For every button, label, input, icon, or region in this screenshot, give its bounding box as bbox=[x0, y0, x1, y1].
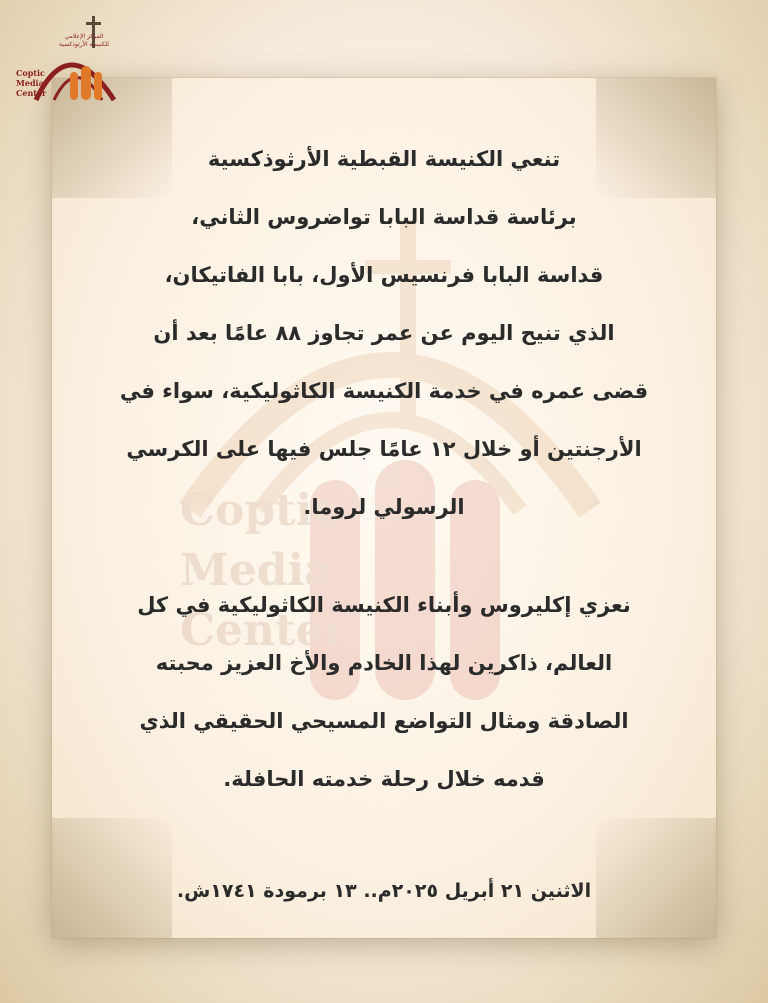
paragraph1-line: قداسة البابا فرنسيس الأول، بابا الفاتيكان، bbox=[164, 263, 604, 287]
corner-shadow bbox=[52, 818, 172, 938]
watermark-text-coptic: Coptic bbox=[180, 485, 339, 536]
paragraph1-line: برئاسة قداسة البابا تواضروس الثاني، bbox=[191, 205, 577, 229]
logo-word-media: Media bbox=[16, 78, 44, 88]
date-line: الاثنين ٢١ أبريل ٢٠٢٥م.. ١٣ برمودة ١٧٤١ش. bbox=[176, 880, 592, 902]
paragraph1-line: الأرجنتين أو خلال ١٢ عامًا جلس فيها على الكرسي bbox=[126, 437, 642, 461]
paragraph2-line: الصادقة ومثال التواضع المسيحي الحقيقي الذي bbox=[139, 709, 629, 733]
paragraph-gap bbox=[100, 536, 668, 576]
logo-arabic-line1: المركز الإعلامي bbox=[64, 33, 104, 40]
logo-english-text bbox=[16, 68, 46, 98]
paragraph1-line: تنعي الكنيسة القبطية الأرثوذكسية bbox=[207, 147, 561, 171]
logo-arabic-line2: للكنيسة الأرثوذكسية bbox=[59, 41, 109, 48]
paragraph1-line: الذي تنيح اليوم عن عمر تجاوز ٨٨ عامًا بعد أن bbox=[153, 321, 615, 345]
paragraph2-line: العالم، ذاكرين لهذا الخادم والأخ العزيز محبته bbox=[155, 651, 613, 675]
paragraph1-line: الرسولي لروما. bbox=[303, 495, 465, 519]
corner-shadow bbox=[596, 818, 716, 938]
logo-word-coptic: Coptic bbox=[16, 68, 45, 78]
watermark-text-media: Media bbox=[180, 545, 333, 596]
logo-word-center: Center bbox=[16, 88, 47, 98]
watermark-text-center: Center bbox=[180, 605, 347, 656]
paragraph2-line: قدمه خلال رحلة خدمته الحافلة. bbox=[223, 767, 545, 791]
paragraph2-line: نعزي إكليروس وأبناء الكنيسة الكاثوليكية في كل bbox=[137, 593, 631, 617]
condolence-text bbox=[100, 130, 668, 808]
paragraph1-line: قضى عمره في خدمة الكنيسة الكاثوليكية، سواء في bbox=[119, 379, 649, 403]
